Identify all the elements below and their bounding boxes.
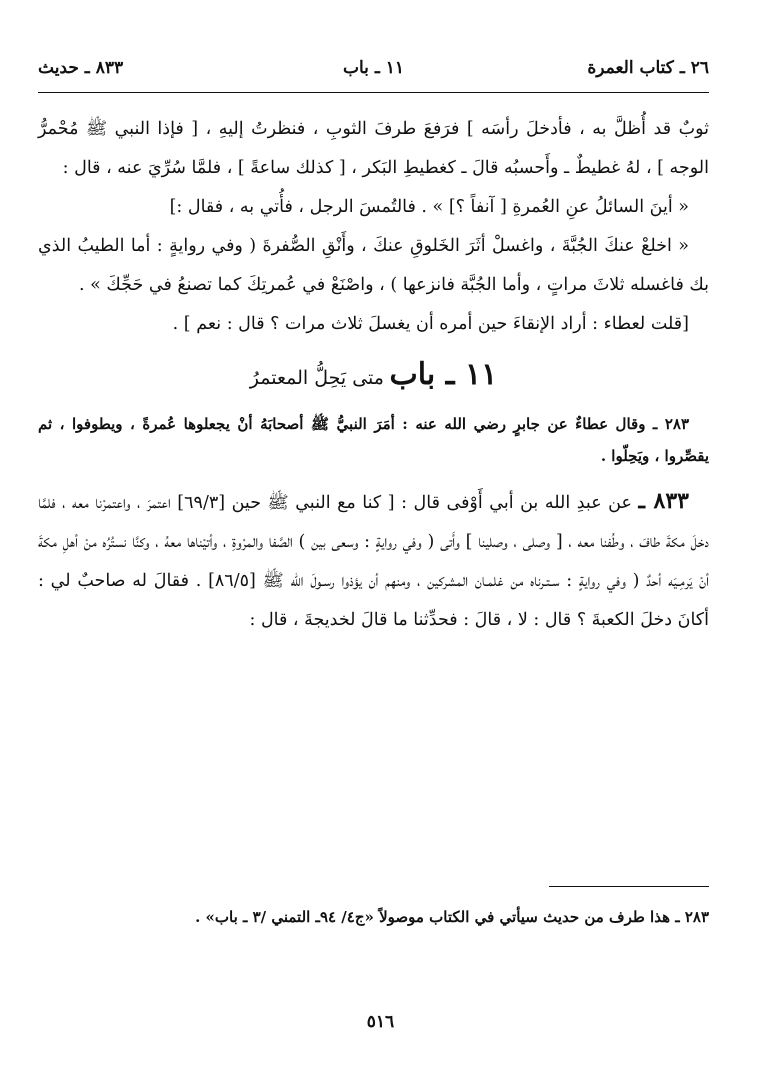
running-header <box>38 58 709 86</box>
footnote-divider <box>549 886 709 887</box>
hadith-number: ٨٣٣ ـ <box>638 488 689 514</box>
chapter-number: ١١ ـ باب <box>389 357 498 392</box>
page-number: ٥١٦ <box>366 1012 395 1032</box>
header-divider <box>38 92 709 93</box>
hadith-833 <box>38 482 709 640</box>
paragraph-3: « اخلعْ عنكَ الجُبَّةَ ، واغسلْ أثَرَ الخَلوقِ عنكَ ، وأَنْقِ الصُّفرةَ ( وفي روايةٍ : أما الطيبُ الذي بك فاغسله ثلاثَ مراتٍ ، وأما الجُبَّة فانزعها ) ، واصْنَعْ في عُمرتِكَ كما تصنعُ في حَجِّكَ » . <box>38 236 709 295</box>
header-book-title: ٢٦ ـ كتاب العمرة <box>587 58 709 78</box>
chapter-title: متى يَحِلُّ المعتمرُ <box>249 367 384 389</box>
paragraph-4: [قلت لعطاء : أراد الإنقاءَ حين أمره أن يغسلَ ثلاث مرات ؟ قال : نعم ] . <box>172 314 689 334</box>
hadith-text: عن عبدِ الله بن أبي أَوْفى قال : [ كنا مع النبي ﷺ حين [٦٩/٣] اعتمرَ ، واعتمرْنا معه ، فلمَّا دخلَ مكةَ طافَ ، وطُفنا معه ، [ وصلى ، وصلينا ] وأَتى ( وفي روايةٍ : وسعى بين ) الصَّفا والمرْوةِ ، وأتيْناها معهُ ، وكنَّا نستُرُه منْ أهلِ مكةَ أنْ يَرمِـيَه أحدٌ ( وفي روايةٍ : سـتـرناه من غلمـان المشركين ، ومنهم أن يؤذوا رسـولَ الله ﷺ [٨٦/٥] . فقالَ له صاحبٌ لي : أكانَ دخلَ الكعبةَ ؟ قال : لا ، قالَ : فحدِّثنا ما قالَ لخديجةَ ، قال : <box>38 493 709 630</box>
header-hadith-number: ٨٣٣ ـ حديث <box>38 58 124 78</box>
narration-283: ٢٨٣ ـ وقال عطاءٌ عن جابرٍ رضي الله عنه : أمَرَ النبيُّ ﷺ أصحابَهُ أنْ يجعلوها عُمرةً ، ويطوفوا ، ثم يقصِّروا ، ويَحِلّوا . <box>38 415 709 465</box>
footnote <box>38 900 709 934</box>
paragraph-1: ثوبٌ قد أُظلَّ به ، فأدخلَ رأسَه ] فرَفعَ طرفَ الثوبِ ، فنظرتُ إليهِ ، [ فإذا النبي ﷺ مُحْمرُّ الوجه ] ، لهُ غطيطٌ ـ وأَحسبُه قالَ ـ كغطيطِ البَكر ، [ كذلك ساعةً ] ، فلمَّا سُرِّيَ عنه ، قال : <box>38 119 709 178</box>
footnote-text: ٢٨٣ ـ هذا طرف من حديث سيأتي في الكتاب موصولاً «ج٤/ ٩٤ـ التمني /٣ ـ باب» . <box>195 908 709 926</box>
header-chapter: ١١ ـ باب <box>343 58 404 78</box>
main-text <box>38 110 709 640</box>
chapter-heading <box>38 350 709 404</box>
paragraph-2: « أينَ السائلُ عنِ العُمرةِ [ آنفاً ؟] » . فالتُمسَ الرجل ، فأُتي به ، فقال :] <box>169 197 689 217</box>
